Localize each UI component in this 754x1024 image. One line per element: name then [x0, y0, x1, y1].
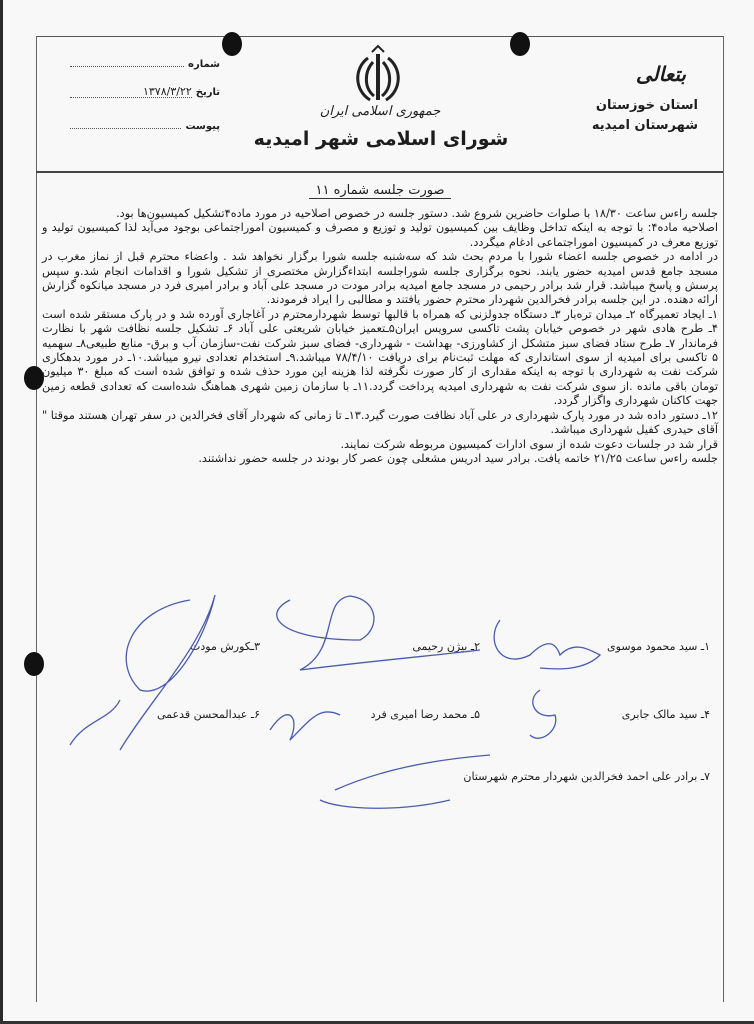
- number-field: [70, 54, 220, 85]
- iran-emblem-icon: [346, 44, 410, 108]
- signatory-name: ۶ـ عبدالمحسن قدعمی: [157, 708, 260, 721]
- emblem-caption: جمهوری اسلامی ایران: [319, 104, 441, 119]
- date-field: [70, 85, 220, 116]
- field-value: [70, 54, 184, 67]
- field-label: شماره: [188, 59, 220, 70]
- document-title-text: صورت جلسه شماره ۱۱: [309, 183, 450, 199]
- field-value: ۱۳۷۸/۳/۲۲: [70, 85, 192, 98]
- paragraph: جلسه راءس ساعت ۲۱/۲۵ خاتمه یافت. برادر سید ادریس مشعلی چون عصر کار بودند در جلسه حضور نداشتند.: [198, 451, 718, 465]
- header-fields: [70, 54, 220, 147]
- council-name: شورای اسلامی شهر امیدیه: [253, 128, 509, 150]
- scan-edge: [0, 0, 3, 1024]
- signatory-name: ۲ـ بیژن رحیمی: [412, 640, 480, 653]
- attachment-field: [70, 116, 220, 147]
- county-name: شهرستان امیدیه: [591, 118, 698, 133]
- document-title: [230, 183, 530, 198]
- paragraph: در ادامه در خصوص جلسه اعضاء شورا با مردم بحث شد که سه‌شنبه جلسه شورا برگزار نخواهد شد . واعضاء محترم قبل از نماز مغرب در مسجد جامع قدس امیدیه حضور یابند. نحوه برگزاری جلسه شوراجلسه ابتداءگزارش مختصری از تشکیل شورا و اقدامات انجام شد.و سپس پرسش و پاسخ میباشد. قرار شد برادر رحیمی در مسجد جامع امیدیه برادر مودت در مسجد علی آباد و برادر امیری فرد در مسجد میانکوه گزارش ارائه دهنده. در این جلسه برادر فخرالدین شهردار محترم حضور یافتند و مطالبی را ایراد فرمودند.: [42, 250, 718, 307]
- signatory-name: ۵ـ محمد رضا امیری فرد: [370, 708, 480, 721]
- signatory-name: ۷ـ برادر علی احمد فخرالدین شهردار محترم شهرستان: [463, 770, 710, 783]
- signatory-row: [70, 708, 710, 721]
- header-divider: [36, 171, 723, 173]
- signatory-name: ۳ـکورش مودت: [190, 640, 260, 653]
- signatory-name: ۴ـ سید مالک جابری: [621, 708, 710, 721]
- field-label: تاریخ: [195, 87, 220, 98]
- paragraph: جلسه راءس ساعت ۱۸/۳۰ با صلوات حاضرین شروع شد. دستور جلسه در خصوص اصلاحیه در مورد ماده۴تشکیل کمیسیون‌ها بود.: [116, 207, 718, 220]
- punch-hole: [222, 32, 242, 56]
- paragraph: اصلاحیه ماده۴: با توجه به اینکه تداخل وظایف بین کمیسیون تولید و توزیع و مصرف و کمیسیون اموراجتماعی بوجود می‌آید لذا کمیسیون تولید و توزیع معرف در کمیسیون اموراجتماعی ادغام میگردد.: [42, 221, 718, 249]
- paragraph: قرار شد در جلسات دعوت شده از سوی ادارات کمیسیون مربوطه شرکت نمایند.: [340, 437, 718, 451]
- document-body: [42, 207, 718, 466]
- punch-hole: [510, 32, 530, 56]
- field-value: [70, 116, 181, 129]
- header-organization: [592, 62, 698, 136]
- paragraph: ۱ـ ایجاد تعمیرگاه ۲ـ میدان تره‌بار ۳ـ دستگاه جدولزنی که همراه با قالبها توسط شهردارمحترم در آغاجاری آورده شد و در پارک مستقر شده است ۴ـ طرح هادی شهر در خصوص خیابان پشت تاکسی سرویس ایران۵ـتعمیز خیابان شریعتی علی آباد ۶ـ تشکیل جلسه نظافت شهر با نظارت فرماندار ۷ـ طرح ستاد فضای سبز متشکل از کشاورزی- بهداشت - شهرداری- فضای سبز شرکت نفت-سازمان آب و برق- منابع طبیعی۸ـ سهمیه ۵ تاکسی برای امیدیه از سوی استانداری که مهلت ثبت‌نام برای دریافت ۷۸/۴/۱۰ میباشد.۹ـ استخدام تعدادی نیرو میباشد.۱۰ـ در مورد بدهکاری شرکت نفت به شهرداری با توجه به اینکه مقداری از کار صورت نگرفته لذا هزینه این مورد حذف شده و توافق شده است که مبلغ ۳۰ میلیون تومان باقی مانده .از سوی شرکت نفت به شهرداری امیدیه پرداخت گردد.۱۱ـ با سازمان زمین شهری هماهنگ شده‌است که تعدادی قطعه زمین جهت کاکنان شهرداری واگزار گردد.: [42, 307, 719, 408]
- signatory-row: [70, 640, 710, 653]
- document-frame: [36, 36, 724, 1002]
- paragraph: ۱۲ـ دستور داده شد در مورد پارک شهرداری در علی آباد نظافت صورت گیرد.۱۳ـ تا زمانی که شهردار آقای فخرالدین در سفر تهران هستند موقتا " آقای حیدری کفیل شهرداری میباشد.: [42, 408, 718, 437]
- punch-hole: [24, 652, 44, 676]
- punch-hole: [24, 366, 44, 390]
- field-label: پیوست: [185, 121, 220, 132]
- signatory-name: ۱ـ سید محمود موسوی: [607, 640, 710, 653]
- signatory-row: [70, 770, 710, 783]
- invocation: بتعالی: [635, 62, 686, 86]
- province-name: استان خوزستان: [595, 98, 698, 113]
